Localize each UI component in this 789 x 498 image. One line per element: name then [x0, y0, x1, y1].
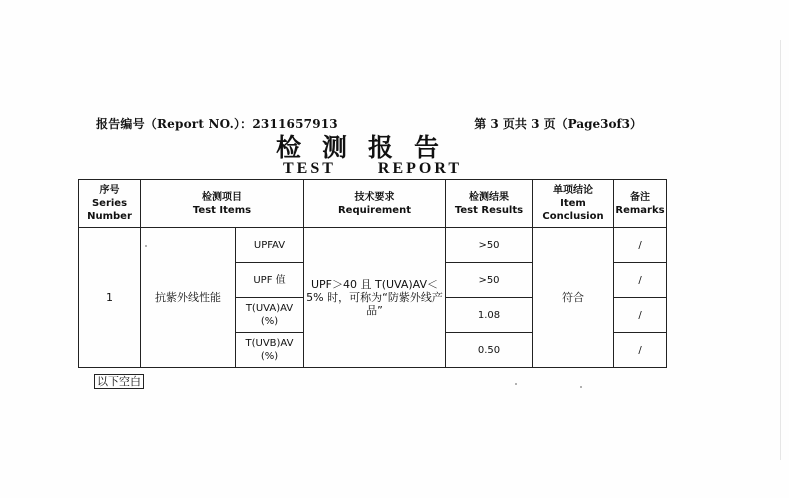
header-remarks: 备注 Remarks [614, 180, 667, 228]
conclusion-cell: 符合 [533, 228, 614, 368]
header-test-items: 检测项目 Test Items [141, 180, 304, 228]
title-english-report: REPORT [377, 160, 463, 177]
result-t-uva: 1.08 [446, 298, 533, 333]
result-upf-av: >50 [446, 228, 533, 263]
header-test-results: 检测结果 Test Results [446, 180, 533, 228]
result-t-uvb: 0.50 [446, 333, 533, 368]
test-report-table [78, 179, 667, 368]
sub-item-upf-av: UPFAV [236, 228, 304, 263]
table-row [79, 228, 667, 263]
table-header-row [79, 180, 667, 228]
result-upf-value: >50 [446, 263, 533, 298]
header-series-number: 序号 Series Number [79, 180, 141, 228]
title-english-test: TEST [283, 160, 336, 177]
remark-upf-av: / [614, 228, 667, 263]
sub-item-t-uvb: T(UVB)AV (%) [236, 333, 304, 368]
scan-speck [580, 386, 582, 388]
page-info: 第 3 页共 3 页（Page3of3） [474, 117, 642, 131]
scan-edge-line [780, 40, 781, 460]
series-number-cell: 1 [79, 228, 141, 368]
header-item-conclusion: 单项结论 Item Conclusion [533, 180, 614, 228]
report-number-label: 报告编号（Report NO.）： [96, 117, 253, 131]
requirement-cell: UPF＞40 且 T(UVA)AV＜5% 时，可称为“防紫外线产品” [304, 228, 446, 368]
title-english [283, 160, 462, 178]
title-chinese: 检测报告 [276, 133, 461, 162]
remark-t-uva: / [614, 298, 667, 333]
header-requirement: 技术要求 Requirement [304, 180, 446, 228]
report-number-value: 2311657913 [252, 117, 338, 131]
test-item-cell: 抗紫外线性能 [141, 228, 236, 368]
sub-item-upf-value: UPF 值 [236, 263, 304, 298]
remark-upf-value: / [614, 263, 667, 298]
sub-item-t-uva: T(UVA)AV (%) [236, 298, 304, 333]
remark-t-uvb: / [614, 333, 667, 368]
scan-speck [515, 383, 517, 385]
blank-below-stamp: 以下空白 [94, 374, 144, 389]
scan-speck [145, 245, 147, 247]
